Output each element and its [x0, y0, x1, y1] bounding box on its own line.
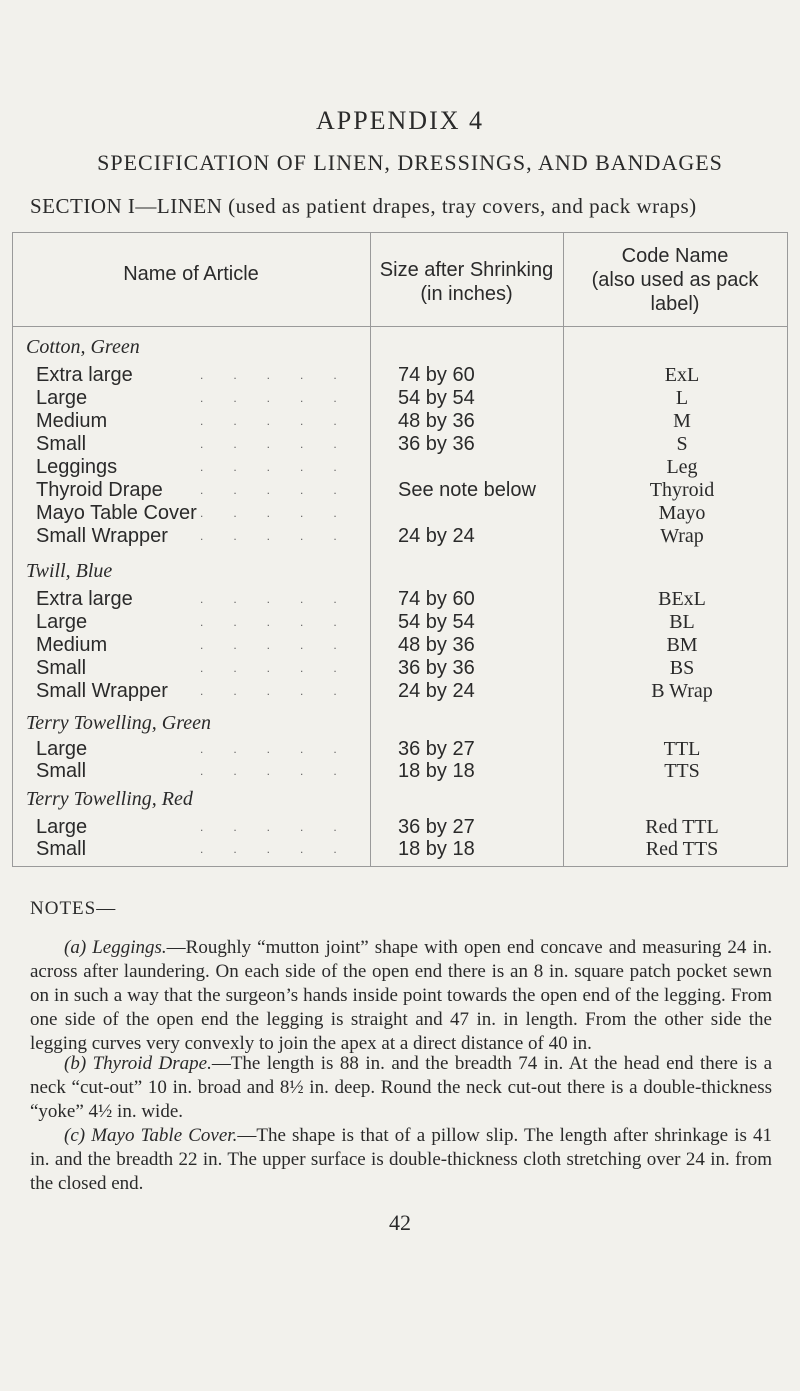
leader-dots: .....: [200, 615, 367, 629]
article-size: 36 by 27: [398, 816, 475, 838]
leader-dots: .....: [200, 483, 367, 497]
article-code: BL: [669, 611, 695, 633]
header-code-line3: label): [650, 293, 700, 315]
article-size: 24 by 24: [398, 525, 475, 547]
article-code: M: [673, 410, 691, 432]
article-code: Red TTS: [645, 838, 719, 860]
note-thyroid-drape: [30, 1052, 772, 1124]
note-leggings: [30, 936, 772, 1056]
table-row: [0, 611, 800, 634]
leader-dots: .....: [200, 638, 367, 652]
table-row: [0, 588, 800, 611]
header-size: [370, 258, 563, 306]
leader-dots: .....: [200, 506, 367, 520]
article-name: Large: [36, 816, 88, 838]
leader-dots: .....: [200, 460, 367, 474]
table-bottom-rule: [12, 866, 788, 867]
article-size: 24 by 24: [398, 680, 475, 702]
leader-dots: .....: [200, 842, 367, 856]
article-code: Thyroid: [649, 479, 715, 501]
article-code: BS: [669, 657, 695, 679]
note-text: —The length is 88 in. and the breadth 74 in. At the head end there is a neck “cut-out” 10 in. broad and 8½ in. deep. Round the neck cut-out there is a double-thickness “yoke” 4½ in. wide.: [30, 1053, 772, 1122]
article-name: Medium: [36, 410, 108, 432]
article-name: Small: [36, 433, 87, 455]
group-title-terry-red: Terry Towelling, Red: [26, 788, 193, 810]
article-size: 36 by 27: [398, 738, 475, 760]
section-title: SECTION I—LINEN (used as patient drapes, tray covers, and pack wraps): [30, 194, 697, 218]
table-row: [0, 410, 800, 433]
article-code: ExL: [664, 364, 700, 386]
article-size: 48 by 36: [398, 410, 475, 432]
leader-dots: .....: [200, 368, 367, 382]
table-row: [0, 738, 800, 761]
table-row: [0, 634, 800, 657]
table-row: [0, 387, 800, 410]
table-row: [0, 816, 800, 839]
article-name: Small Wrapper: [36, 525, 168, 547]
header-name-of-article: Name of Article: [123, 263, 259, 285]
note-label: (a) Leggings.: [64, 937, 167, 958]
header-size-line2: (in inches): [420, 283, 513, 305]
note-mayo-table-cover: [30, 1124, 772, 1196]
leader-dots: .....: [200, 684, 367, 698]
leader-dots: .....: [200, 592, 367, 606]
article-size: 74 by 60: [398, 588, 475, 610]
table-row: [0, 760, 800, 783]
article-size: 36 by 36: [398, 433, 475, 455]
article-size: 36 by 36: [398, 657, 475, 679]
leader-dots: .....: [200, 391, 367, 405]
header-code-line1: Code Name: [621, 245, 729, 267]
leader-dots: .....: [200, 414, 367, 428]
group-title-terry-green: Terry Towelling, Green: [26, 712, 212, 734]
table-top-rule: [12, 232, 788, 233]
group-title-cotton-green: Cotton, Green: [26, 336, 140, 358]
table-row: [0, 502, 800, 525]
table-row: [0, 525, 800, 548]
article-code: TTL: [663, 738, 701, 760]
article-name: Medium: [36, 634, 108, 656]
article-name: Large: [36, 611, 88, 633]
article-code: TTS: [664, 760, 700, 782]
article-size: See note below: [398, 479, 536, 501]
table-row: [0, 456, 800, 479]
leader-dots: .....: [200, 820, 367, 834]
article-name: Extra large: [36, 364, 133, 386]
notes-heading: NOTES—: [30, 898, 117, 919]
header-code-line2: (also used as pack: [591, 269, 759, 291]
article-code: Wrap: [660, 525, 704, 547]
leader-dots: .....: [200, 529, 367, 543]
article-name: Large: [36, 738, 88, 760]
note-label: (b) Thyroid Drape.: [64, 1053, 212, 1074]
article-size: 48 by 36: [398, 634, 475, 656]
article-name: Thyroid Drape: [36, 479, 163, 501]
article-size: 54 by 54: [398, 387, 475, 409]
article-code: L: [675, 387, 689, 409]
note-text: —Roughly “mutton joint” shape with open end concave and measuring 24 in. across after laundering. On each side of the open end there is an 8 in. square patch pocket sewn on in such a way that the surgeon’s hands inside point towards the open end of the legging. From one side of the open end the legging is straight and 47 in. in length. From the other side the legging curves very convexly to join the apex at a direct distance of 40 in.: [30, 937, 772, 1054]
article-code: B Wrap: [651, 680, 713, 702]
article-name: Extra large: [36, 588, 133, 610]
leader-dots: .....: [200, 437, 367, 451]
article-name: Mayo Table Cover: [36, 502, 197, 524]
note-text: —The shape is that of a pillow slip. The length after shrinkage is 41 in. and the breadth 22 in. The upper surface is double-thickness cloth stretching over 24 in. from the closed end.: [30, 1125, 772, 1194]
header-size-line1: Size after Shrinking: [379, 259, 554, 281]
page-number: 42: [389, 1210, 411, 1235]
article-code: BM: [666, 634, 698, 656]
article-name: Small: [36, 838, 87, 860]
article-name: Large: [36, 387, 88, 409]
leader-dots: .....: [200, 742, 367, 756]
appendix-title: APPENDIX 4: [315, 106, 485, 135]
article-code: S: [676, 433, 688, 455]
article-code: Mayo: [658, 502, 706, 524]
article-size: 74 by 60: [398, 364, 475, 386]
article-size: 18 by 18: [398, 838, 475, 860]
article-name: Small Wrapper: [36, 680, 168, 702]
article-name: Leggings: [36, 456, 118, 478]
group-title-twill-blue: Twill, Blue: [26, 560, 113, 582]
header-code-name: [563, 244, 787, 316]
article-code: BExL: [658, 588, 706, 610]
leader-dots: .....: [200, 661, 367, 675]
specification-title: SPECIFICATION OF LINEN, DRESSINGS, AND BANDAGES: [97, 150, 723, 175]
table-header-rule: [12, 326, 788, 327]
article-name: Small: [36, 657, 87, 679]
table-row: [0, 479, 800, 502]
article-code: Red TTL: [645, 816, 719, 838]
table-row: [0, 657, 800, 680]
table-row: [0, 364, 800, 387]
article-name: Small: [36, 760, 87, 782]
article-size: 18 by 18: [398, 760, 475, 782]
article-size: 54 by 54: [398, 611, 475, 633]
note-label: (c) Mayo Table Cover.: [64, 1125, 238, 1146]
table-row: [0, 680, 800, 703]
leader-dots: .....: [200, 764, 367, 778]
article-code: Leg: [666, 456, 698, 478]
table-row: [0, 433, 800, 456]
table-row: [0, 838, 800, 861]
